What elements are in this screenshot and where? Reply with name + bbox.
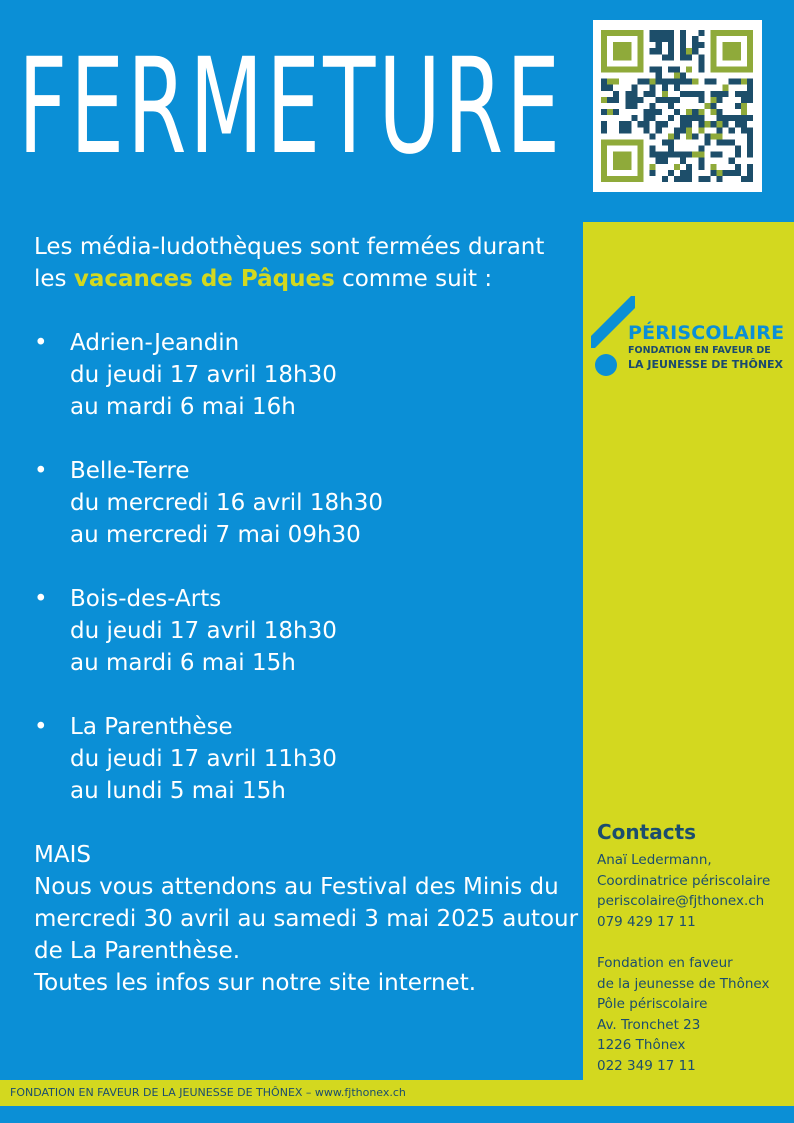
mais-text: MAIS: [34, 842, 91, 868]
festival-line: Nous vous attendons au Festival des Minis du: [34, 874, 559, 900]
qr-code-icon: [601, 30, 753, 182]
logo-subtitle-1: FONDATION EN FAVEUR DE: [628, 345, 771, 356]
library-from: du jeudi 17 avril 18h30: [70, 618, 337, 644]
address-line: Fondation en faveur: [597, 955, 733, 971]
title-text: FERMETURE: [18, 30, 563, 184]
logo-subtitle-2: LA JEUNESSE DE THÔNEX: [628, 358, 784, 371]
intro-text-before: Les média-ludothèques sont fermées durant les: [34, 234, 545, 292]
library-name: La Parenthèse: [70, 714, 233, 740]
title-lettering: [18, 22, 578, 192]
website-line[interactable]: Toutes les infos sur notre site internet.: [34, 970, 477, 996]
contacts-heading: Contacts: [597, 820, 697, 844]
side-panel: [583, 222, 794, 1080]
contact-email[interactable]: periscolaire@fjthonex.ch: [597, 893, 765, 909]
festival-paragraph: [34, 871, 582, 999]
festival-line: mercredi 30 avril au samedi 3 mai 2025 autour: [34, 906, 579, 932]
list-item: [34, 583, 582, 679]
list-item: [34, 711, 582, 807]
footer-text: FONDATION EN FAVEUR DE LA JEUNESSE DE THÔNEX – www.fjthonex.ch: [10, 1086, 406, 1099]
bullet-icon: •: [34, 458, 48, 484]
list-item: [34, 327, 582, 423]
logo-title: PÉRISCOLAIRE: [628, 322, 785, 344]
library-to: au mardi 6 mai 16h: [70, 394, 296, 420]
library-name: Bois-des-Arts: [70, 586, 222, 612]
address-line: de la jeunesse de Thônex: [597, 975, 770, 992]
contacts-block: [597, 820, 792, 1076]
library-from: du mercredi 16 avril 18h30: [70, 490, 383, 516]
address-line: 1226 Thônex: [597, 1037, 686, 1053]
intro-text-after: comme suit :: [334, 266, 493, 292]
address-phone[interactable]: 022 349 17 11: [597, 1057, 696, 1074]
bullet-icon: •: [34, 714, 48, 740]
library-from: du jeudi 17 avril 11h30: [70, 746, 337, 772]
main-content: [34, 231, 582, 999]
bottom-band: [0, 1106, 794, 1123]
contact-name: Anaï Ledermann,: [597, 852, 712, 868]
closure-list: [34, 327, 582, 807]
qr-code[interactable]: [593, 20, 762, 192]
library-to: au mardi 6 mai 15h: [70, 650, 296, 676]
library-to: au lundi 5 mai 15h: [70, 778, 286, 804]
intro-paragraph: [34, 231, 582, 295]
list-item: [34, 455, 582, 551]
library-to: au mercredi 7 mai 09h30: [70, 522, 361, 548]
address-line: Av. Tronchet 23: [597, 1016, 701, 1033]
intro-highlight: vacances de Pâques: [73, 266, 335, 292]
festival-line: de La Parenthèse.: [34, 938, 241, 964]
library-from: du jeudi 17 avril 18h30: [70, 362, 337, 388]
contact-role: Coordinatrice périscolaire: [597, 872, 771, 889]
bullet-icon: •: [34, 586, 48, 612]
page-title: [18, 22, 578, 192]
contact-phone[interactable]: 079 429 17 11: [597, 913, 696, 930]
footer-bar: [0, 1080, 794, 1106]
library-name: Adrien-Jeandin: [70, 330, 240, 356]
bullet-icon: •: [34, 330, 48, 356]
library-name: Belle-Terre: [70, 458, 190, 484]
address-line: Pôle périscolaire: [597, 996, 708, 1012]
